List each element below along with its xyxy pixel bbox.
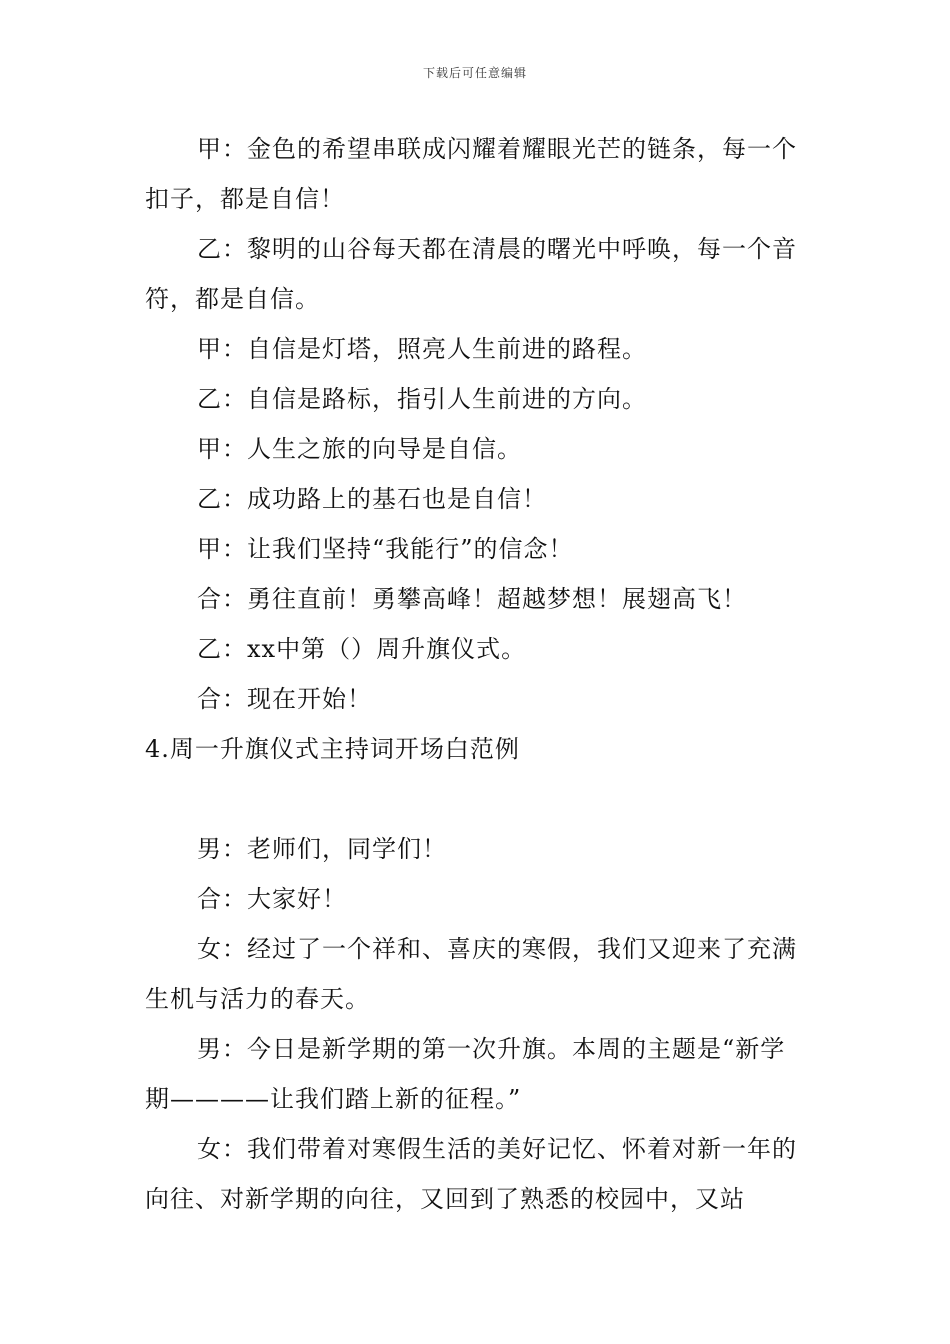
section-heading: 4.周一升旗仪式主持词开场白范例 bbox=[145, 735, 520, 763]
paragraph: 合：现在开始！ bbox=[197, 685, 372, 713]
paragraph: 女：我们带着对寒假生活的美好记忆、怀着对新一年的向往、对新学期的向往，又回到了熟悉的校园中，又站 bbox=[145, 1135, 797, 1213]
paragraph: 乙：自信是路标，指引人生前进的方向。 bbox=[197, 385, 647, 413]
paragraph: 甲：自信是灯塔，照亮人生前进的路程。 bbox=[197, 335, 647, 363]
paragraph: 甲：让我们坚持“我能行”的信念！ bbox=[197, 535, 574, 563]
document-body bbox=[145, 124, 810, 1224]
paragraph: 合：大家好！ bbox=[197, 885, 347, 913]
paragraph: 男：今日是新学期的第一次升旗。本周的主题是“新学期————让我们踏上新的征程。” bbox=[145, 1035, 786, 1113]
blank-line bbox=[145, 774, 810, 824]
paragraph: 乙：xx中第（）周升旗仪式。 bbox=[197, 635, 527, 663]
paragraph: 乙：黎明的山谷每天都在清晨的曙光中呼唤，每一个音符，都是自信。 bbox=[145, 235, 797, 313]
paragraph: 甲：金色的希望串联成闪耀着耀眼光芒的链条，每一个扣子，都是自信！ bbox=[145, 135, 797, 213]
paragraph: 乙：成功路上的基石也是自信！ bbox=[197, 485, 547, 513]
paragraph: 合：勇往直前！勇攀高峰！超越梦想！展翅高飞！ bbox=[197, 585, 747, 613]
paragraph: 男：老师们，同学们！ bbox=[197, 835, 447, 863]
page-header: 下载后可任意编辑 bbox=[422, 66, 527, 80]
paragraph: 甲：人生之旅的向导是自信。 bbox=[197, 435, 522, 463]
paragraph: 女：经过了一个祥和、喜庆的寒假，我们又迎来了充满生机与活力的春天。 bbox=[145, 935, 797, 1013]
